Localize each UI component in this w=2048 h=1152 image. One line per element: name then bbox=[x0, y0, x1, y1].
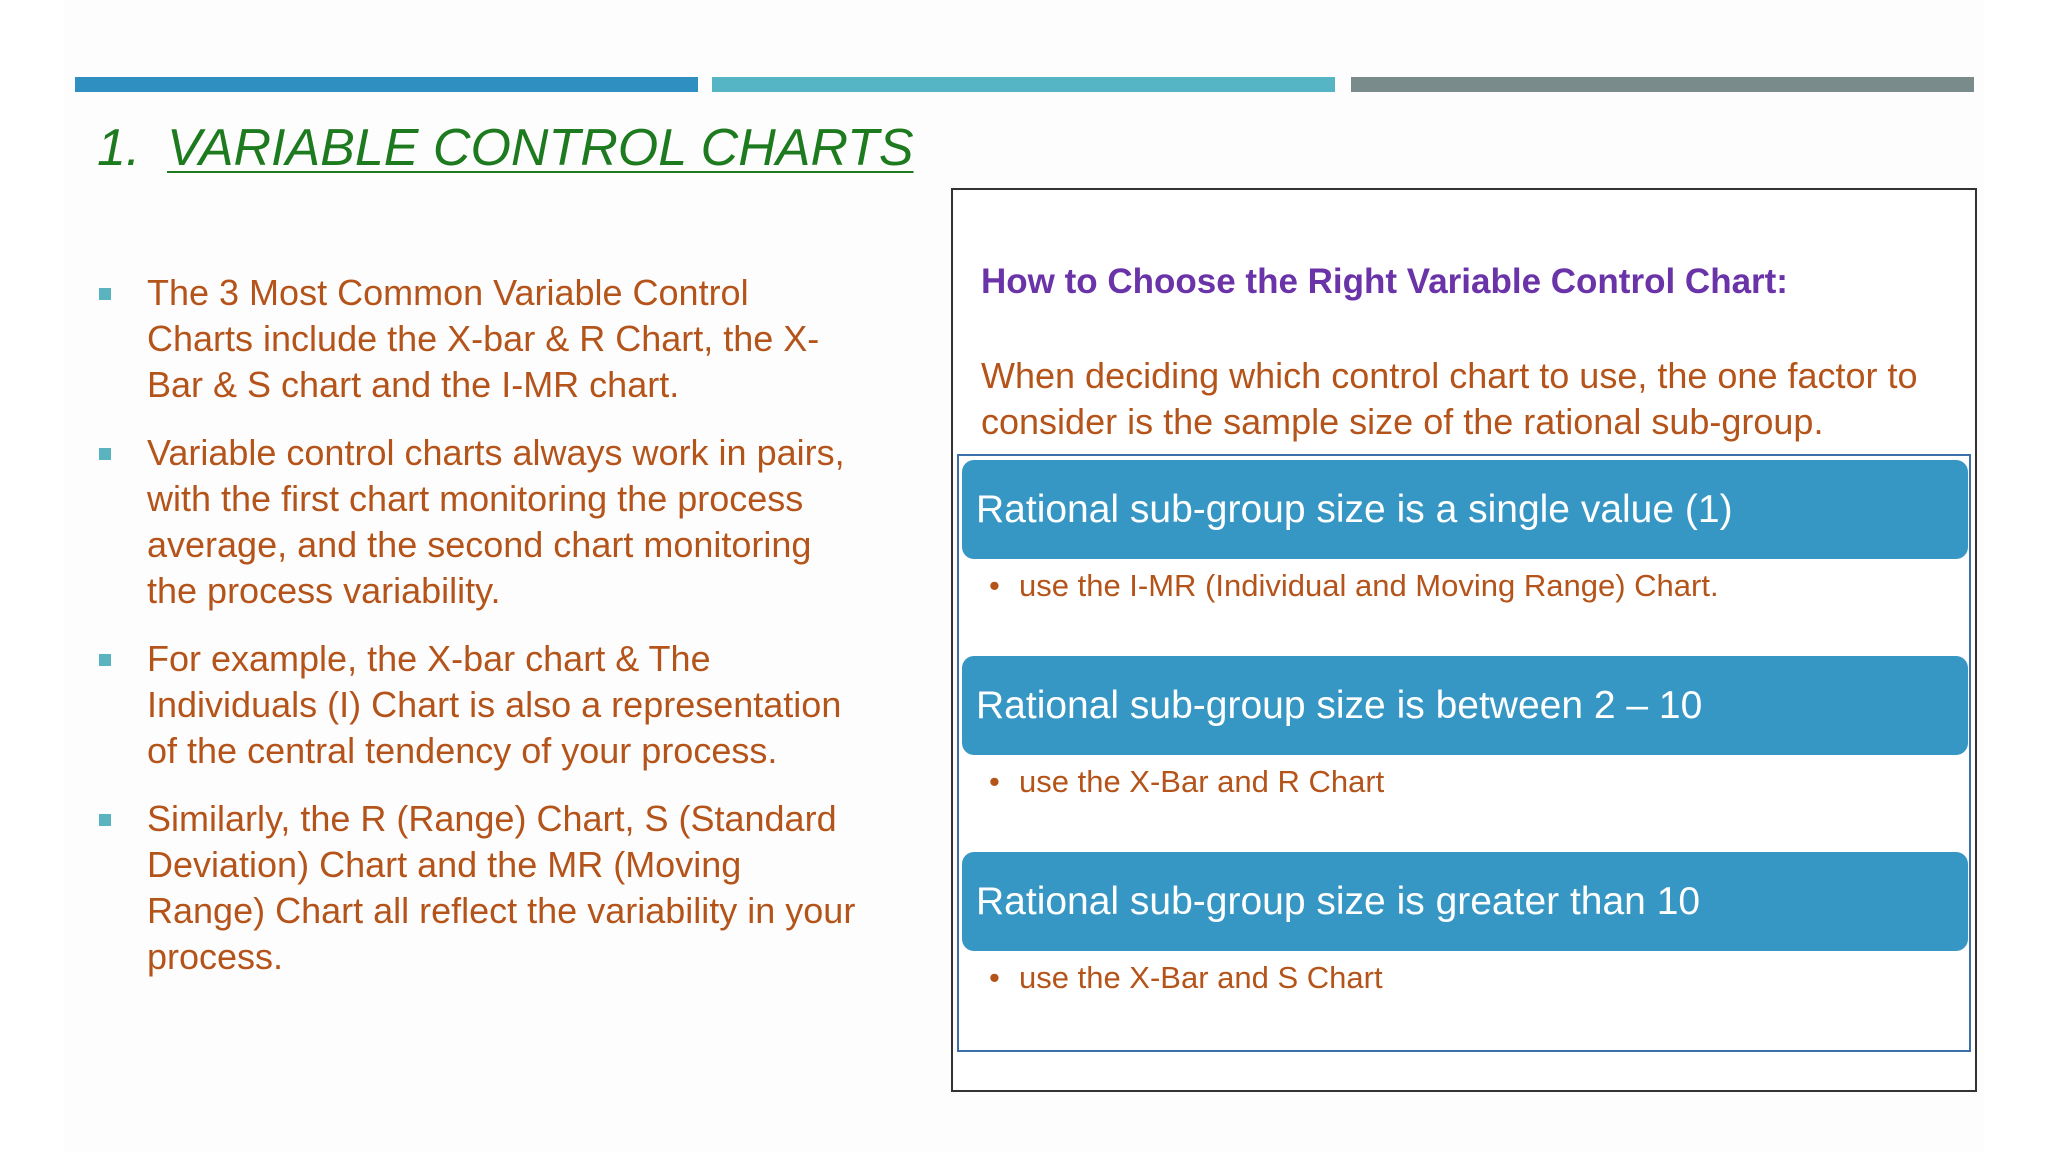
bullet-text: The 3 Most Common Variable Control Charts include the X-bar & R Chart, the X-Bar & S chart and the I-MR chart. bbox=[147, 272, 820, 405]
bullet-item bbox=[97, 430, 857, 614]
title-text: VARIABLE CONTROL CHARTS bbox=[167, 119, 914, 177]
bullet-text: Similarly, the R (Range) Chart, S (Standard Deviation) Chart and the MR (Moving Range) Chart all reflect the variability in your process. bbox=[147, 798, 856, 977]
bullet-item bbox=[97, 270, 857, 408]
bullet-text: For example, the X-bar chart & The Individuals (I) Chart is also a representation of the central tendency of your process. bbox=[147, 638, 842, 771]
accent-bar-teal bbox=[712, 77, 1335, 92]
choose-heading: How to Choose the Right Variable Control Chart: bbox=[981, 262, 1788, 301]
subgroup-header-single: Rational sub-group size is a single value (1) bbox=[962, 460, 1968, 559]
recommendation-text: use the X-Bar and S Chart bbox=[1019, 960, 1383, 995]
bullet-dot-icon: • bbox=[989, 764, 1000, 799]
square-bullet-icon bbox=[99, 288, 111, 300]
bullet-item bbox=[97, 636, 857, 774]
slide-title bbox=[97, 118, 914, 178]
subgroup-recommendation-greater-10 bbox=[989, 960, 1383, 996]
choose-intro: When deciding which control chart to use, the one factor to consider is the sample size of the rational sub-group. bbox=[981, 355, 1918, 442]
subgroup-recommendation-2-10 bbox=[989, 764, 1384, 800]
bullet-list bbox=[97, 270, 857, 1002]
recommendation-text: use the X-Bar and R Chart bbox=[1019, 764, 1385, 799]
title-number: 1. bbox=[97, 119, 141, 177]
square-bullet-icon bbox=[99, 814, 111, 826]
recommendation-text: use the I-MR (Individual and Moving Range) Chart. bbox=[1019, 568, 1719, 603]
bullet-item bbox=[97, 796, 857, 980]
subgroup-recommendation-single bbox=[989, 568, 1719, 604]
bullet-dot-icon: • bbox=[989, 568, 1000, 603]
bullet-dot-icon: • bbox=[989, 960, 1000, 995]
subgroup-guide bbox=[957, 454, 1971, 1052]
accent-bar-gray bbox=[1351, 77, 1974, 92]
chart-selection-panel bbox=[951, 188, 1977, 1092]
square-bullet-icon bbox=[99, 448, 111, 460]
accent-bar-blue bbox=[75, 77, 698, 92]
subgroup-header-2-10: Rational sub-group size is between 2 – 10 bbox=[962, 656, 1968, 755]
subgroup-header-greater-10: Rational sub-group size is greater than 10 bbox=[962, 852, 1968, 951]
square-bullet-icon bbox=[99, 654, 111, 666]
bullet-text: Variable control charts always work in pairs, with the first chart monitoring the process average, and the second chart monitoring the process variability. bbox=[147, 432, 845, 611]
